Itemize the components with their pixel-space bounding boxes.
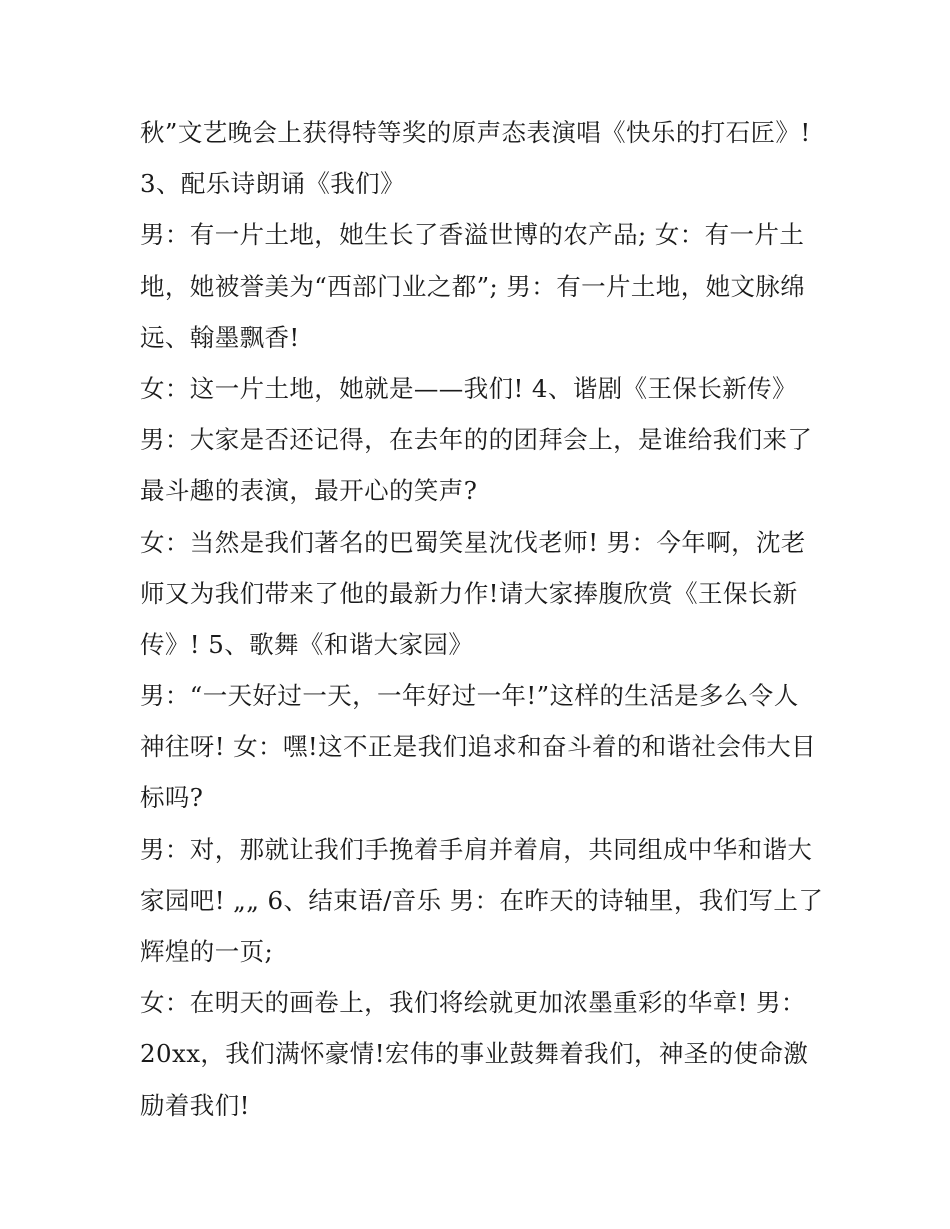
text-line: 男：大家是否还记得，在去年的的团拜会上，是谁给我们来了 [140,425,813,455]
text-line: 地，她被誉美为“西部门业之都”; 男：有一片土地，她文脉绵 [140,271,806,301]
text-line: 3、配乐诗朗诵《我们》 [140,169,405,199]
text-line: 标吗? [140,783,204,813]
text-line: 女：在明天的画卷上，我们将绘就更加浓墨重彩的华章! 男： [140,988,806,1018]
text-line: 传》! 5、歌舞《和谐大家园》 [140,629,474,659]
text-line: 神往呀! 女：嘿!这不正是我们追求和奋斗着的和谐社会伟大目 [140,732,817,762]
text-line: 辉煌的一页; [140,937,274,966]
text-line: 最斗趣的表演，最开心的笑声? [140,476,478,506]
text-line: 远、翰墨飘香! [140,322,300,352]
text-line: 男：“一天好过一天，一年好过一年!”这样的生活是多么令人 [140,681,799,711]
text-line: 男：有一片土地，她生长了香溢世博的农产品; 女：有一片土 [140,220,805,250]
text-line: 女：当然是我们著名的巴蜀笑星沈伐老师! 男：今年啊，沈老 [140,527,806,557]
document-body [140,107,830,1131]
text-line: 秋”文艺晚会上获得特等奖的原声态表演唱《快乐的打石匠》! [140,118,811,147]
text-line: 励着我们! [140,1090,250,1120]
text-line: 家园吧! „„ 6、结束语/音乐 男：在昨天的诗轴里，我们写上了 [140,885,824,915]
text-line: 20xx，我们满怀豪情!宏伟的事业鼓舞着我们，神圣的使命激 [140,1039,809,1069]
text-line: 女：这一片土地，她就是——我们! 4、谐剧《王保长新传》 [140,373,797,403]
text-line: 师又为我们带来了他的最新力作!请大家捧腹欣赏《王保长新 [140,578,798,608]
text-line: 男：对，那就让我们手挽着手肩并着肩，共同组成中华和谐大 [140,834,813,864]
